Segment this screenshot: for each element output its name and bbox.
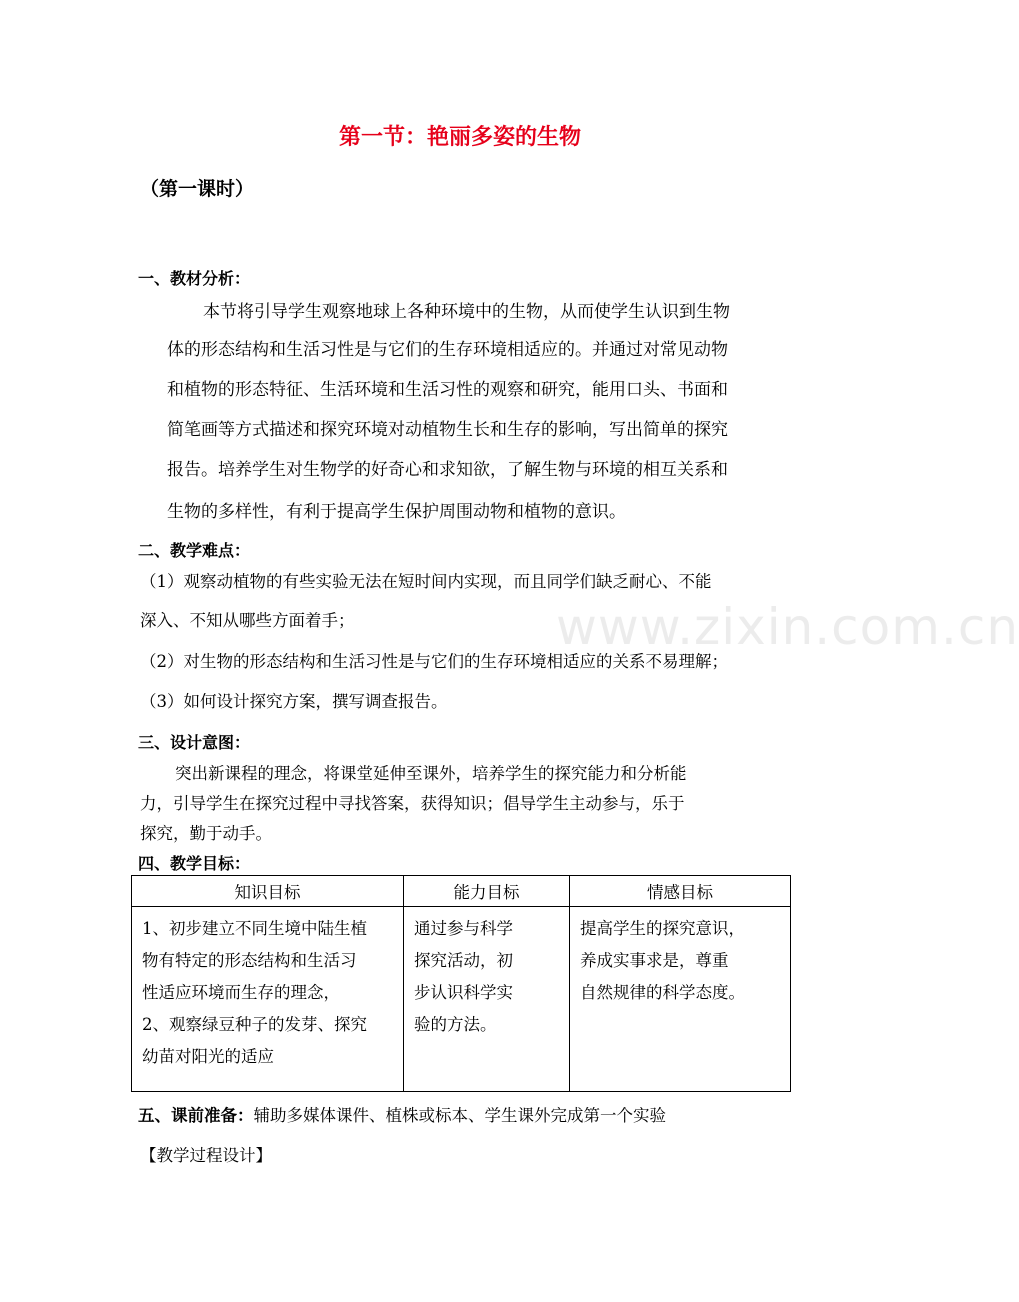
paragraph-line: 探究，勤于动手。 [140,824,272,843]
cell-ability: 通过参与科学 探究活动，初 步认识科学实 验的方法。 [404,907,570,1092]
paragraph-line: 体的形态结构和生活习性是与它们的生存环境相适应的。并通过对常见动物 [167,340,728,360]
paragraph-line: 和植物的形态特征、生活环境和生活习性的观察和研究，能用口头、书面和 [167,380,728,400]
header-emotion: 情感目标 [570,876,791,907]
difficulty-item: （2）对生物的形态结构和生活习性是与它们的生存环境相适应的关系不易理解； [140,652,728,671]
objectives-table [131,875,791,1092]
paragraph-line: 本节将引导学生观察地球上各种环境中的生物，从而使学生认识到生物 [203,302,730,322]
lesson-period: （第一课时） [140,178,255,200]
section-heading-difficulties: 二、教学难点： [138,541,251,560]
cell-knowledge: 1、初步建立不同生境中陆生植 物有特定的形态结构和生活习 性适应环境而生存的理念， 2、观察绿豆种子的发芽、探究 幼苗对阳光的适应 [132,907,404,1092]
paragraph-line: 力，引导学生在探究过程中寻找答案，获得知识；倡导学生主动参与，乐于 [140,794,685,813]
section-heading-materials: 一、教材分析： [138,269,251,288]
watermark: www.zixin.com.cn [556,598,1019,656]
difficulty-item: （3）如何设计探究方案，撰写调查报告。 [140,692,448,711]
difficulty-item: （1）观察动植物的有些实验无法在短时间内实现，而且同学们缺乏耐心、不能 [140,572,712,591]
preparation-line [138,1102,666,1126]
document-title: 第一节：艳丽多姿的生物 [338,125,581,150]
header-knowledge: 知识目标 [132,876,404,907]
paragraph-line: 报告。培养学生对生物学的好奇心和求知欲，了解生物与环境的相互关系和 [167,460,728,480]
process-heading: 【教学过程设计】 [140,1146,272,1165]
paragraph-line: 生物的多样性，有利于提高学生保护周围动物和植物的意识。 [167,502,626,522]
header-ability: 能力目标 [404,876,570,907]
table-row [132,907,791,1092]
preparation-text: 辅助多媒体课件、植株或标本、学生课外完成第一个实验 [253,1106,666,1125]
paragraph-line: 突出新课程的理念，将课堂延伸至课外，培养学生的探究能力和分析能 [175,764,687,783]
paragraph-line: 简笔画等方式描述和探究环境对动植物生长和生存的影响，写出简单的探究 [167,420,728,440]
cell-emotion: 提高学生的探究意识， 养成实事求是，尊重 自然规律的科学态度。 [570,907,791,1092]
preparation-label: 五、课前准备： [138,1106,254,1125]
table-header-row [132,876,791,907]
difficulty-item: 深入、不知从哪些方面着手； [140,611,355,630]
section-heading-design-intent: 三、设计意图： [138,733,251,752]
section-heading-objectives: 四、教学目标： [138,854,251,873]
